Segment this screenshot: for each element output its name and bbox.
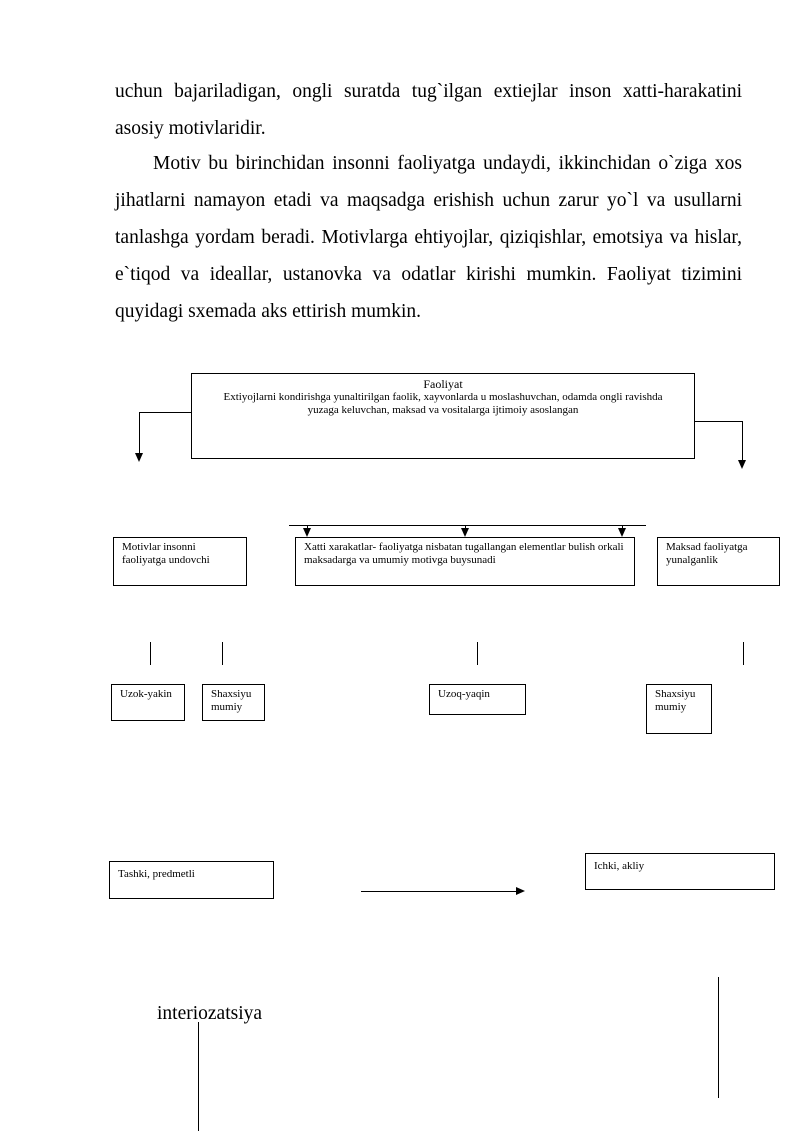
shaxsiyu-box-1: Shaxsiyu mumiy	[202, 684, 265, 721]
arrow-down-xatti-3	[618, 528, 626, 537]
connector-left-horizontal	[139, 412, 191, 413]
faoliyat-box	[191, 373, 695, 459]
connector-motivlar-right	[222, 642, 223, 665]
connector-motivlar-left	[150, 642, 151, 665]
arrow-down-xatti-2	[461, 528, 469, 537]
connector-maksad-down	[743, 642, 744, 665]
uzok-yakin-box: Uzok-yakin	[111, 684, 185, 721]
connector-xatti-bar	[289, 525, 646, 526]
connector-xatti-down	[477, 642, 478, 665]
shaxsiyu-box-2: Shaxsiyu mumiy	[646, 684, 712, 734]
interiozatsiya-label: interiozatsiya	[157, 1003, 263, 1024]
paragraph-intro: uchun bajariladigan, ongli suratda tug`ilgan extiejlar inson xatti-harakatini asosiy motivlaridir.	[115, 81, 742, 139]
maksad-box: Maksad faoliyatga yunalganlik	[657, 537, 780, 586]
uzoq-yaqin-box: Uzoq-yaqin	[429, 684, 526, 715]
connector-interiozatsiya	[361, 891, 517, 892]
connector-bottom-left	[198, 1022, 199, 1131]
connector-right-vertical	[742, 421, 743, 462]
tashki-box: Tashki, predmetli	[109, 861, 274, 899]
paragraph-motiv: Motiv bu birinchidan insonni faoliyatga undaydi, ikkinchidan o`ziga xos jihatlarni namayon etadi va maqsadga erishish uchun zarur yo`l va usullarni tanlashga yordam beradi. Motivlarga ehtiyojlar, qiziqishlar, emotsiya va hislar, e`tiqod va ideallar, ustanovka va odatlar kirishi mumkin. Faoliyat tizimini quyidagi sxemada aks ettirish mumkin.	[115, 153, 742, 322]
connector-bottom-right	[718, 977, 719, 1098]
arrow-down-left	[135, 453, 143, 462]
arrow-down-right	[738, 460, 746, 469]
xatti-box: Xatti xarakatlar- faoliyatga nisbatan tugallangan elementlar bulish orkali maksadarga va umumiy motivga buysunadi	[295, 537, 635, 586]
arrow-down-xatti-1	[303, 528, 311, 537]
faoliyat-description: Extiyojlarni kondirishga yunaltirilgan faolik, xayvonlarda u moslashuvchan, odamda ongli ravishda yuzaga keluvchan, maksad va vositalarga ijtimoiy asoslangan	[223, 391, 663, 416]
ichki-box: Ichki, akliy	[585, 853, 775, 890]
connector-right-horizontal	[695, 421, 743, 422]
connector-left-vertical	[139, 412, 140, 454]
arrow-right-interiozatsiya	[516, 887, 525, 895]
faoliyat-title: Faoliyat	[423, 377, 463, 391]
motivlar-box: Motivlar insonni faoliyatga undovchi	[113, 537, 247, 586]
